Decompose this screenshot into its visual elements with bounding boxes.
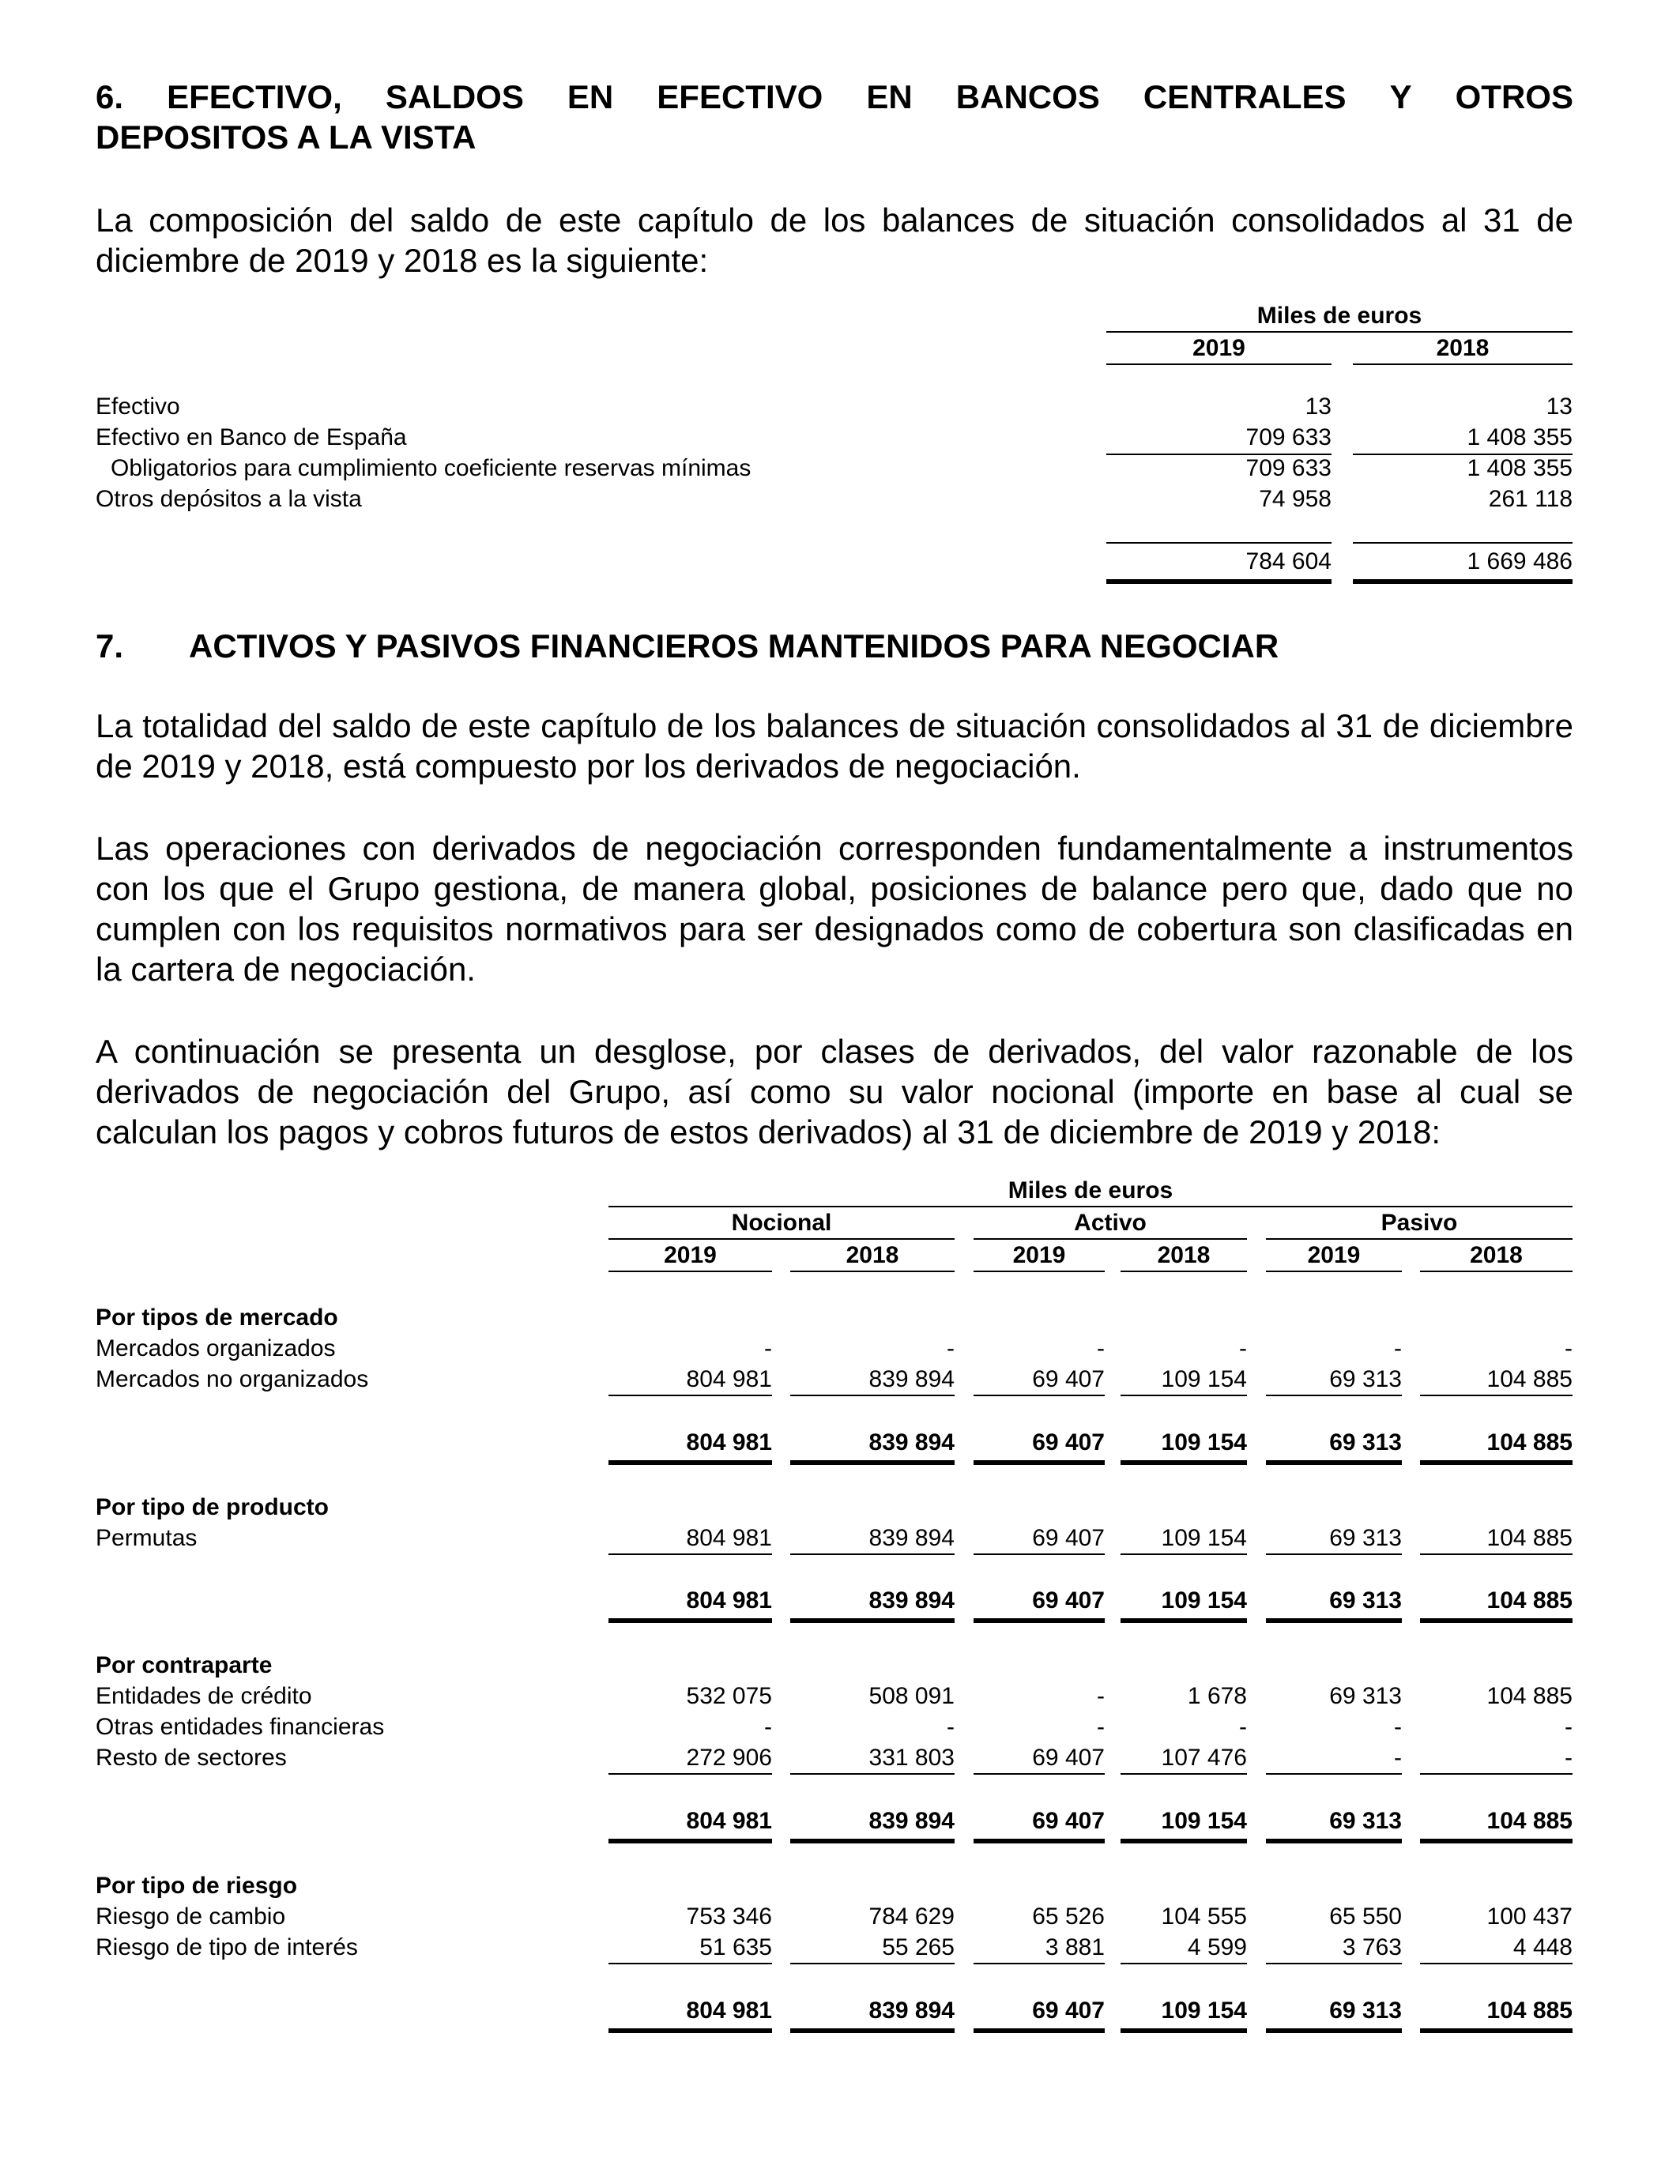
derivatives-table-group-header: Activo	[1074, 1210, 1147, 1236]
derivatives-total-double-rule	[1266, 1618, 1402, 1623]
derivatives-total-double-rule	[790, 1618, 955, 1623]
section-6-title-word: EN	[567, 78, 614, 115]
derivatives-subtotal-rule	[1266, 1773, 1402, 1775]
derivatives-subtotal-rule	[1121, 1553, 1247, 1555]
derivatives-table-group-header: Nocional	[731, 1210, 832, 1236]
derivatives-cell: 272 906	[686, 1745, 772, 1771]
derivatives-total-cell: 839 894	[868, 1998, 955, 2024]
derivatives-cell: 104 885	[1486, 1683, 1573, 1709]
derivatives-subtotal-rule	[790, 1395, 955, 1396]
derivatives-cell: 839 894	[868, 1525, 955, 1551]
derivatives-cell: -	[1565, 1714, 1573, 1740]
derivatives-cell: 55 265	[882, 1934, 955, 1960]
derivatives-section-title: Por tipo de producto	[96, 1494, 329, 1520]
derivatives-cell: 3 881	[1045, 1934, 1105, 1960]
derivatives-total-cell: 804 981	[686, 1429, 772, 1455]
cash-table-row-label: Efectivo	[96, 393, 180, 420]
derivatives-total-double-rule	[1266, 2028, 1402, 2033]
derivatives-cell: 4 599	[1187, 1934, 1247, 1960]
derivatives-cell: -	[1239, 1335, 1247, 1361]
cash-table-subtotal-rule-2019	[1106, 454, 1332, 455]
cash-table-cell-2019: 74 958	[1259, 486, 1332, 512]
cash-table-cell-2019: 13	[1305, 393, 1332, 420]
derivatives-cell: -	[1239, 1714, 1247, 1740]
cash-table-cell-2018: 1 408 355	[1467, 424, 1573, 450]
derivatives-subtotal-rule	[1266, 1963, 1402, 1964]
cash-table-total-rule-2019	[1106, 542, 1332, 544]
derivatives-subtotal-rule	[608, 1963, 772, 1964]
derivatives-table-group-header: Pasivo	[1381, 1210, 1458, 1236]
derivatives-cell: 532 075	[686, 1683, 772, 1709]
derivatives-subtotal-rule	[974, 1773, 1105, 1775]
derivatives-table-year-rule	[1121, 1271, 1247, 1272]
derivatives-row-label: Entidades de crédito	[96, 1683, 312, 1709]
cash-table-total-rule-2018	[1353, 542, 1573, 544]
section-7-number: 7.	[96, 627, 124, 665]
derivatives-section-title: Por tipos de mercado	[96, 1305, 338, 1331]
derivatives-cell: -	[1394, 1714, 1402, 1740]
derivatives-total-double-rule	[1420, 1460, 1573, 1465]
derivatives-table-year-rule	[974, 1271, 1105, 1272]
derivatives-cell: -	[1097, 1335, 1105, 1361]
derivatives-subtotal-rule	[608, 1553, 772, 1555]
derivatives-table-unit-rule	[608, 1206, 1573, 1207]
derivatives-subtotal-rule	[790, 1773, 955, 1775]
cash-table-row-label: Otros depósitos a la vista	[96, 486, 362, 512]
derivatives-row-label: Mercados no organizados	[96, 1366, 369, 1392]
derivatives-subtotal-rule	[974, 1395, 1105, 1396]
section-6-title-word: CENTRALES	[1143, 78, 1347, 115]
derivatives-subtotal-rule	[608, 1773, 772, 1775]
derivatives-total-cell: 839 894	[868, 1429, 955, 1455]
cash-table-row-label: Obligatorios para cumplimiento coeficiente reservas mínimas	[111, 455, 751, 481]
derivatives-table-year-rule	[1266, 1271, 1402, 1272]
cash-table-cell-2019: 709 633	[1245, 424, 1332, 450]
derivatives-total-cell: 839 894	[868, 1808, 955, 1834]
section-6-heading	[96, 77, 1573, 157]
derivatives-total-cell: 69 407	[1032, 1998, 1105, 2024]
section-6-heading-line2: DEPOSITOS A LA VISTA	[96, 119, 477, 156]
derivatives-section-title: Por tipo de riesgo	[96, 1873, 298, 1899]
derivatives-total-cell: 109 154	[1161, 1429, 1247, 1455]
section-6-number: 6.	[96, 78, 124, 115]
derivatives-subtotal-rule	[974, 1553, 1105, 1555]
section-6-title-word: Y	[1389, 78, 1412, 115]
derivatives-total-double-rule	[608, 1618, 772, 1623]
derivatives-cell: 69 313	[1329, 1525, 1402, 1551]
section-6-title-word: OTROS	[1455, 78, 1573, 115]
cash-table-cell-2018: 1 408 355	[1467, 455, 1573, 481]
derivatives-cell: 100 437	[1486, 1903, 1573, 1930]
derivatives-total-double-rule	[790, 1460, 955, 1465]
derivatives-total-double-rule	[1420, 1839, 1573, 1843]
derivatives-subtotal-rule	[1121, 1963, 1247, 1964]
derivatives-total-double-rule	[1266, 1839, 1402, 1843]
derivatives-cell: 65 526	[1032, 1903, 1105, 1930]
section-7-paragraph-1: La totalidad del saldo de este capítulo de los balances de situación consolidados al 31 de diciembre de 2019 y 2018, está compuesto por los derivados de negociación.	[96, 707, 1573, 785]
derivatives-table-group-rule	[1266, 1238, 1573, 1240]
derivatives-table-year-header: 2018	[1470, 1242, 1523, 1268]
cash-table-total-2019: 784 604	[1245, 548, 1332, 574]
derivatives-total-cell: 109 154	[1161, 1808, 1247, 1834]
derivatives-cell: -	[1394, 1745, 1402, 1771]
derivatives-cell: -	[947, 1335, 955, 1361]
derivatives-table-year-rule	[608, 1271, 772, 1272]
derivatives-cell: 804 981	[686, 1525, 772, 1551]
cash-table-total-2018: 1 669 486	[1467, 548, 1573, 574]
derivatives-total-cell: 804 981	[686, 1587, 772, 1614]
derivatives-total-double-rule	[1121, 1460, 1247, 1465]
section-7-title: ACTIVOS Y PASIVOS FINANCIEROS MANTENIDOS PARA NEGOCIAR	[189, 627, 1279, 665]
cash-table-unit: Miles de euros	[1256, 303, 1422, 329]
derivatives-cell: -	[1565, 1745, 1573, 1771]
derivatives-total-cell: 69 313	[1329, 1998, 1402, 2024]
derivatives-total-cell: 104 885	[1486, 1808, 1573, 1834]
derivatives-subtotal-rule	[1121, 1773, 1247, 1775]
derivatives-subtotal-rule	[1420, 1553, 1573, 1555]
derivatives-cell: 104 885	[1486, 1366, 1573, 1392]
derivatives-cell: 69 407	[1032, 1745, 1105, 1771]
cash-table-unit-rule	[1106, 331, 1573, 333]
derivatives-cell: 753 346	[686, 1903, 772, 1930]
derivatives-row-label: Permutas	[96, 1525, 198, 1551]
section-6-title-word: EN	[866, 78, 913, 115]
derivatives-row-label: Resto de sectores	[96, 1745, 287, 1771]
derivatives-cell: 784 629	[868, 1903, 955, 1930]
derivatives-subtotal-rule	[1266, 1553, 1402, 1555]
derivatives-cell: 109 154	[1161, 1366, 1247, 1392]
derivatives-cell: 69 407	[1032, 1525, 1105, 1551]
derivatives-table-group-rule	[974, 1238, 1247, 1240]
derivatives-total-cell: 109 154	[1161, 1587, 1247, 1614]
derivatives-cell: 104 885	[1486, 1525, 1573, 1551]
derivatives-total-double-rule	[974, 1460, 1105, 1465]
section-7-paragraph-2: Las operaciones con derivados de negociación corresponden fundamentalmente a instrumentos con los que el Grupo gestiona, de manera global, posiciones de balance pero que, dado que no cumplen con los requisitos normativos para ser designados como de cobertura son clasificadas en la cartera de negociación.	[96, 830, 1573, 988]
cash-table-year-2018: 2018	[1436, 335, 1490, 361]
derivatives-cell: 65 550	[1329, 1903, 1402, 1930]
derivatives-total-double-rule	[608, 1460, 772, 1465]
derivatives-total-double-rule	[608, 1839, 772, 1843]
derivatives-subtotal-rule	[790, 1553, 955, 1555]
derivatives-cell: -	[1097, 1683, 1105, 1709]
section-7-heading	[96, 626, 1573, 666]
derivatives-total-double-rule	[974, 2028, 1105, 2033]
section-6-title-word: BANCOS	[955, 78, 1100, 115]
derivatives-total-cell: 69 407	[1032, 1429, 1105, 1455]
derivatives-total-double-rule	[790, 2028, 955, 2033]
derivatives-total-double-rule	[1266, 1460, 1402, 1465]
derivatives-total-cell: 804 981	[686, 1808, 772, 1834]
derivatives-subtotal-rule	[1420, 1773, 1573, 1775]
derivatives-cell: -	[1097, 1714, 1105, 1740]
derivatives-total-double-rule	[1121, 2028, 1247, 2033]
derivatives-cell: -	[1565, 1335, 1573, 1361]
cash-table-double-rule-2019	[1106, 579, 1332, 584]
derivatives-cell: 109 154	[1161, 1525, 1247, 1551]
derivatives-cell: 1 678	[1187, 1683, 1247, 1709]
derivatives-subtotal-rule	[974, 1963, 1105, 1964]
derivatives-cell: -	[947, 1714, 955, 1740]
derivatives-subtotal-rule	[1121, 1395, 1247, 1396]
derivatives-table-unit: Miles de euros	[1008, 1177, 1173, 1203]
derivatives-cell: 3 763	[1342, 1934, 1402, 1960]
derivatives-subtotal-rule	[608, 1395, 772, 1396]
cash-table-cell-2019: 709 633	[1245, 455, 1332, 481]
derivatives-total-double-rule	[1121, 1618, 1247, 1623]
derivatives-table-year-rule	[1420, 1271, 1573, 1272]
derivatives-cell: 51 635	[699, 1934, 772, 1960]
cash-table-year-2019: 2019	[1192, 335, 1245, 361]
derivatives-table-year-rule	[790, 1271, 955, 1272]
derivatives-cell: 508 091	[868, 1683, 955, 1709]
cash-table-cell-2018: 261 118	[1488, 486, 1573, 512]
derivatives-total-cell: 804 981	[686, 1998, 772, 2024]
derivatives-total-double-rule	[974, 1839, 1105, 1843]
derivatives-cell: 4 448	[1512, 1934, 1573, 1960]
derivatives-row-label: Riesgo de cambio	[96, 1903, 286, 1930]
derivatives-total-cell: 69 407	[1032, 1587, 1105, 1614]
derivatives-subtotal-rule	[1420, 1963, 1573, 1964]
section-6-title-word: SALDOS	[385, 78, 524, 115]
derivatives-cell: 839 894	[868, 1366, 955, 1392]
derivatives-total-cell: 69 313	[1329, 1808, 1402, 1834]
cash-table-subtotal-rule-2018	[1353, 454, 1573, 455]
derivatives-table-year-header: 2018	[1157, 1242, 1211, 1268]
derivatives-total-cell: 69 313	[1329, 1587, 1402, 1614]
derivatives-subtotal-rule	[1420, 1395, 1573, 1396]
derivatives-total-double-rule	[608, 2028, 772, 2033]
derivatives-cell: -	[764, 1335, 772, 1361]
derivatives-cell: 69 407	[1032, 1366, 1105, 1392]
derivatives-cell: 107 476	[1161, 1745, 1247, 1771]
derivatives-total-cell: 839 894	[868, 1587, 955, 1614]
derivatives-total-cell: 104 885	[1486, 1429, 1573, 1455]
derivatives-row-label: Mercados organizados	[96, 1335, 336, 1361]
derivatives-cell: 69 313	[1329, 1683, 1402, 1709]
derivatives-cell: -	[764, 1714, 772, 1740]
derivatives-cell: 331 803	[868, 1745, 955, 1771]
cash-table-double-rule-2018	[1353, 579, 1573, 584]
derivatives-table-group-rule	[608, 1238, 955, 1240]
derivatives-total-cell: 104 885	[1486, 1587, 1573, 1614]
derivatives-cell: 69 313	[1329, 1366, 1402, 1392]
derivatives-total-double-rule	[1420, 1618, 1573, 1623]
derivatives-subtotal-rule	[1266, 1395, 1402, 1396]
section-6-heading-line1	[96, 77, 1573, 117]
derivatives-total-cell: 109 154	[1161, 1998, 1247, 2024]
derivatives-total-double-rule	[1420, 2028, 1573, 2033]
derivatives-total-double-rule	[1121, 1839, 1247, 1843]
derivatives-total-cell: 69 407	[1032, 1808, 1105, 1834]
derivatives-cell: 804 981	[686, 1366, 772, 1392]
derivatives-table-year-header: 2019	[1012, 1242, 1066, 1268]
cash-table-year-rule-2019	[1106, 363, 1332, 365]
section-6-title-word: EFECTIVO,	[167, 78, 342, 115]
cash-table-year-rule-2018	[1353, 363, 1573, 365]
derivatives-cell: -	[1394, 1335, 1402, 1361]
derivatives-subtotal-rule	[790, 1963, 955, 1964]
derivatives-table-year-header: 2018	[846, 1242, 899, 1268]
section-7-paragraph-3: A continuación se presenta un desglose, por clases de derivados, del valor razonable de los derivados de negociación del Grupo, así como su valor nocional (importe en base al cual se calculan los pagos y cobros futuros de estos derivados) al 31 de diciembre de 2019 y 2018:	[96, 1033, 1573, 1150]
section-6-title-word: EFECTIVO	[657, 78, 823, 115]
section-6-intro: La composición del saldo de este capítulo de los balances de situación consolidados al 31 de diciembre de 2019 y 2018 es la siguiente:	[96, 201, 1573, 279]
derivatives-row-label: Otras entidades financieras	[96, 1714, 385, 1740]
derivatives-total-cell: 69 313	[1329, 1429, 1402, 1455]
cash-table-row-label: Efectivo en Banco de España	[96, 424, 407, 450]
cash-table-cell-2018: 13	[1546, 393, 1573, 420]
derivatives-table-year-header: 2019	[664, 1242, 717, 1268]
derivatives-table-year-header: 2019	[1307, 1242, 1361, 1268]
derivatives-cell: 104 555	[1161, 1903, 1247, 1930]
derivatives-total-double-rule	[790, 1839, 955, 1843]
derivatives-total-cell: 104 885	[1486, 1998, 1573, 2024]
derivatives-section-title: Por contraparte	[96, 1652, 273, 1678]
derivatives-row-label: Riesgo de tipo de interés	[96, 1934, 358, 1960]
derivatives-total-double-rule	[974, 1618, 1105, 1623]
